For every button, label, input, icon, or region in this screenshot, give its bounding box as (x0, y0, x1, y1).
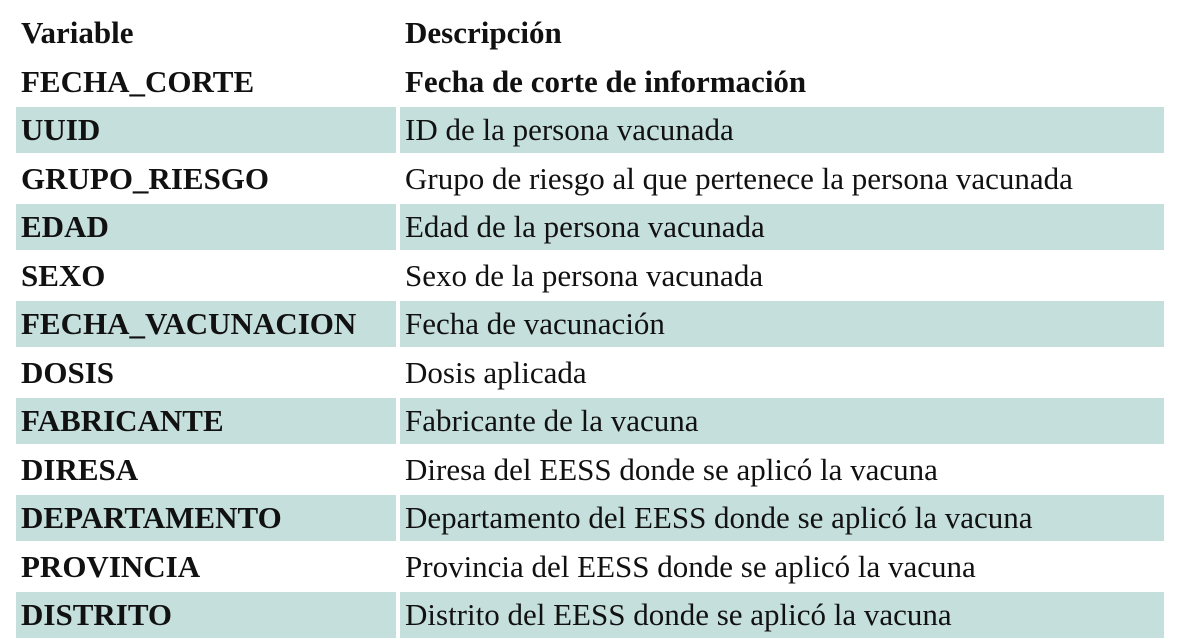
description-cell: Fabricante de la vacuna (400, 398, 1164, 444)
table-row (16, 350, 1164, 396)
variable-cell: UUID (16, 107, 400, 153)
description-cell: Distrito del EESS donde se aplicó la vacuna (400, 592, 1164, 638)
variable-cell: FECHA_VACUNACION (16, 301, 400, 347)
table-row (16, 59, 1164, 105)
variable-cell: PROVINCIA (16, 544, 400, 590)
description-cell: Departamento del EESS donde se aplicó la vacuna (400, 495, 1164, 541)
variable-cell: FABRICANTE (16, 398, 400, 444)
description-cell: Diresa del EESS donde se aplicó la vacuna (405, 451, 938, 487)
variables-table-container (16, 7, 1164, 641)
description-cell: Provincia del EESS donde se aplicó la vacuna (405, 548, 976, 584)
description-cell: Edad de la persona vacunada (400, 204, 1164, 250)
variable-cell: DOSIS (16, 350, 400, 396)
table-row (16, 301, 1164, 347)
table-row (16, 253, 1164, 299)
variable-cell: GRUPO_RIESGO (16, 156, 400, 202)
description-cell: Fecha de vacunación (400, 301, 1164, 347)
description-cell: Sexo de la persona vacunada (405, 257, 764, 293)
variable-cell: DISTRITO (16, 592, 400, 638)
description-cell: Grupo de riesgo al que pertenece la persona vacunada (405, 160, 1073, 196)
table-row (16, 156, 1164, 202)
description-cell: Fecha de corte de información (405, 63, 807, 99)
table-row (16, 544, 1164, 590)
variables-table (16, 7, 1164, 641)
header-description: Descripción (405, 15, 562, 51)
variable-cell: DIRESA (16, 447, 400, 493)
table-row (16, 495, 1164, 541)
table-row (16, 107, 1164, 153)
variable-cell: FECHA_CORTE (16, 59, 400, 105)
variable-cell: EDAD (16, 204, 400, 250)
table-row (16, 447, 1164, 493)
variable-cell: SEXO (16, 253, 400, 299)
table-row (16, 204, 1164, 250)
table-row (16, 398, 1164, 444)
variable-cell: DEPARTAMENTO (16, 495, 400, 541)
header-variable: Variable (21, 15, 134, 51)
description-cell: ID de la persona vacunada (400, 107, 1164, 153)
description-cell: Dosis aplicada (405, 354, 587, 390)
table-row (16, 592, 1164, 638)
table-header-row (16, 10, 1164, 56)
